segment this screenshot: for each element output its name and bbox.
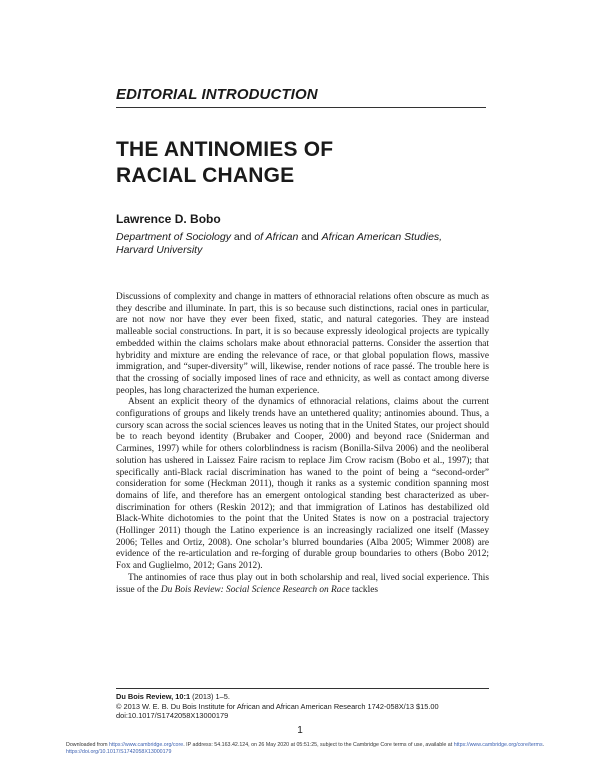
body-paragraph-1: Discussions of complexity and change in matters of ethnoracial relations often obscure as much as they describe and illuminate. In part, this is so because such distinctions, racial ones in particular, are not now nor have they ever been fixed, static, and natural categories. They are instead malleable social constructions. In part, it is so because expressly ideological projects are typically embedded within the claims scholars make about ethnoracial patterns. Consider the assertion that hybridity and mixture are ending the relevance of race, or that global population flows, massive immigration, and “super-diversity” will, likewise, render notions of race passé. The trouble here is that the crossing of socially imposed lines of race and ethnicity, as well as contact among diverse peoples, has long characterized the human experience. bbox=[116, 292, 489, 396]
author-affiliation bbox=[116, 231, 496, 257]
doi-line: doi:10.1017/S1742058X13000179 bbox=[116, 711, 229, 721]
affiliation-of-african: of African bbox=[254, 231, 299, 243]
title-line-2: RACIAL CHANGE bbox=[116, 164, 295, 187]
copyright-line: © 2013 W. E. B. Du Bois Institute for African and African American Research 1742-058X/13 $15.00 bbox=[116, 701, 439, 711]
body-paragraph-3 bbox=[116, 573, 489, 596]
section-label: EDITORIAL INTRODUCTION bbox=[116, 86, 486, 108]
journal-volume: Du Bois Review, 10:1 bbox=[116, 692, 191, 701]
affiliation-line-1 bbox=[116, 231, 496, 244]
paragraph-3-text-before: The antinomies of race thus play out in both scholarship and real, lived social experience. This issue of the bbox=[116, 572, 489, 595]
page-number: 1 bbox=[297, 725, 303, 736]
journal-year-pages: (2013) 1–5. bbox=[190, 692, 230, 701]
article-title bbox=[116, 137, 333, 189]
cambridge-core-link[interactable]: https://www.cambridge.org/core bbox=[109, 742, 184, 748]
affiliation-department: Department of Sociology bbox=[116, 231, 231, 243]
doi-link[interactable]: https://doi.org/10.1017/S1742058X13000179 bbox=[66, 749, 172, 756]
affiliation-and-2: and bbox=[298, 231, 322, 243]
affiliation-university: Harvard University bbox=[116, 244, 203, 256]
terms-link[interactable]: https://www.cambridge.org/core/terms bbox=[453, 742, 543, 748]
download-separator: . bbox=[542, 742, 545, 748]
journal-title-italic: Du Bois Review: Social Science Research on Race bbox=[160, 584, 350, 595]
paragraph-3-text-after: tackles bbox=[349, 584, 378, 595]
body-paragraph-2: Absent an explicit theory of the dynamics of ethnoracial relations, claims about the current configurations of groups and likely trends have an untethered quality; antinomies abound. Thus, a cursory scan across the social sciences leaves us noting that in the United States, our project should be to reach beyond identity (Brubaker and Cooper, 2000) and beyond race (Sniderman and Carmines, 1997) while for others colorblindness is racism (Bonilla-Silva 2006) and the neoliberal solution has ushered in Laissez Faire racism to replace Jim Crow racism (Bobo et al., 1997); that specifically anti-Black racial discrimination has waned to the point of being a “second-order” consideration for some (Heckman 2011), though it ranks as a systemic condition spanning most domains of life, and therefore has an emergent ontological standing best characterized as uber-discrimination for others (Reskin 2012); and that immigration of Latinos has destabilized old Black-White dichotomies to the point that the United States is now on a postracial trajectory (Hollinger 2011) though the Latino experience is an increasingly racialized one itself (Massey 2006; Telles and Ortiz, 2008). One scholar’s blurred boundaries (Alba 2005; Wimmer 2008) are evidence of the re-articulation and re-forging of durable group boundaries to others (Bobo 2012; Fox and Guglielmo, 2012; Gans 2012). bbox=[116, 397, 489, 572]
download-notice bbox=[66, 742, 546, 757]
affiliation-and-1: and bbox=[230, 231, 255, 243]
citation-footer bbox=[116, 688, 489, 721]
download-middle-text: . IP address: 54.163.42.124, on 26 May 2020 at 05:51:25, subject to the Cambridge Core terms of use, available at bbox=[183, 742, 454, 748]
article-body bbox=[116, 292, 489, 596]
title-line-1: THE ANTINOMIES OF bbox=[116, 138, 334, 161]
affiliation-studies: African American Studies, bbox=[321, 231, 443, 243]
author-name: Lawrence D. Bobo bbox=[116, 212, 221, 226]
download-prefix: Downloaded from bbox=[66, 742, 109, 748]
citation-line bbox=[116, 692, 489, 702]
affiliation-line-2 bbox=[116, 244, 496, 257]
